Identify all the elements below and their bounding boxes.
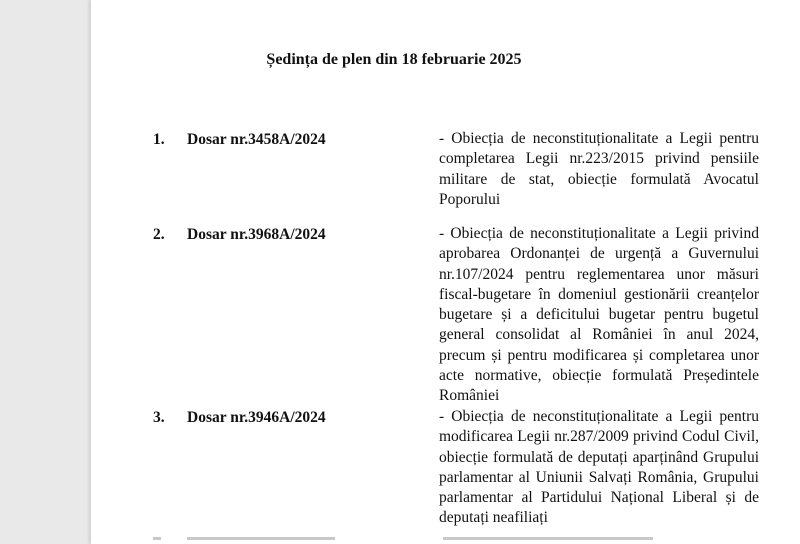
entry-description: - Obiecția de neconstituționalitate a Legii privind aprobarea Ordonanței de urgență a Guvernului nr.107/2024 pentru reglementarea unor măsuri fiscal-bugetare în domeniul gestionării creanțelor bugetare și a deficitului bugetar pentru bugetul general consolidat al României în anul 2024, precum și pentru modificarea și completarea unor acte normative, obiecție formulată Președintele României	[439, 225, 759, 405]
entry-description: - Obiecția de neconstituționalitate a Legii pentru completarea Legii nr.223/2015 privind pensiile militare de stat, obiecție formulată Avocatul Poporului	[439, 130, 759, 208]
cutoff-number-fragment	[153, 537, 161, 540]
next-entry-cutoff	[91, 537, 800, 544]
cutoff-dosar-fragment	[187, 537, 335, 540]
entry-number: 2.	[153, 226, 165, 243]
entry-number: 1.	[153, 131, 165, 148]
entry-number: 3.	[153, 409, 165, 426]
entry-description: - Obiecția de neconstituționalitate a Legii pentru modificarea Legii nr.287/2009 privind Codul Civil, obiecție formulată de deputați aparținând Grupului parlamentar al Uniunii Salvați România, Grupului parlamentar al Partidului Național Liberal și de deputați neafiliați	[439, 408, 759, 527]
document-page	[90, 0, 800, 544]
cutoff-description-fragment	[443, 537, 653, 540]
entry-dosar: Dosar nr.3458A/2024	[187, 131, 326, 148]
entry-dosar: Dosar nr.3968A/2024	[187, 226, 326, 243]
entry-dosar: Dosar nr.3946A/2024	[187, 409, 326, 426]
document-title: Ședința de plen din 18 februarie 2025	[266, 51, 522, 68]
